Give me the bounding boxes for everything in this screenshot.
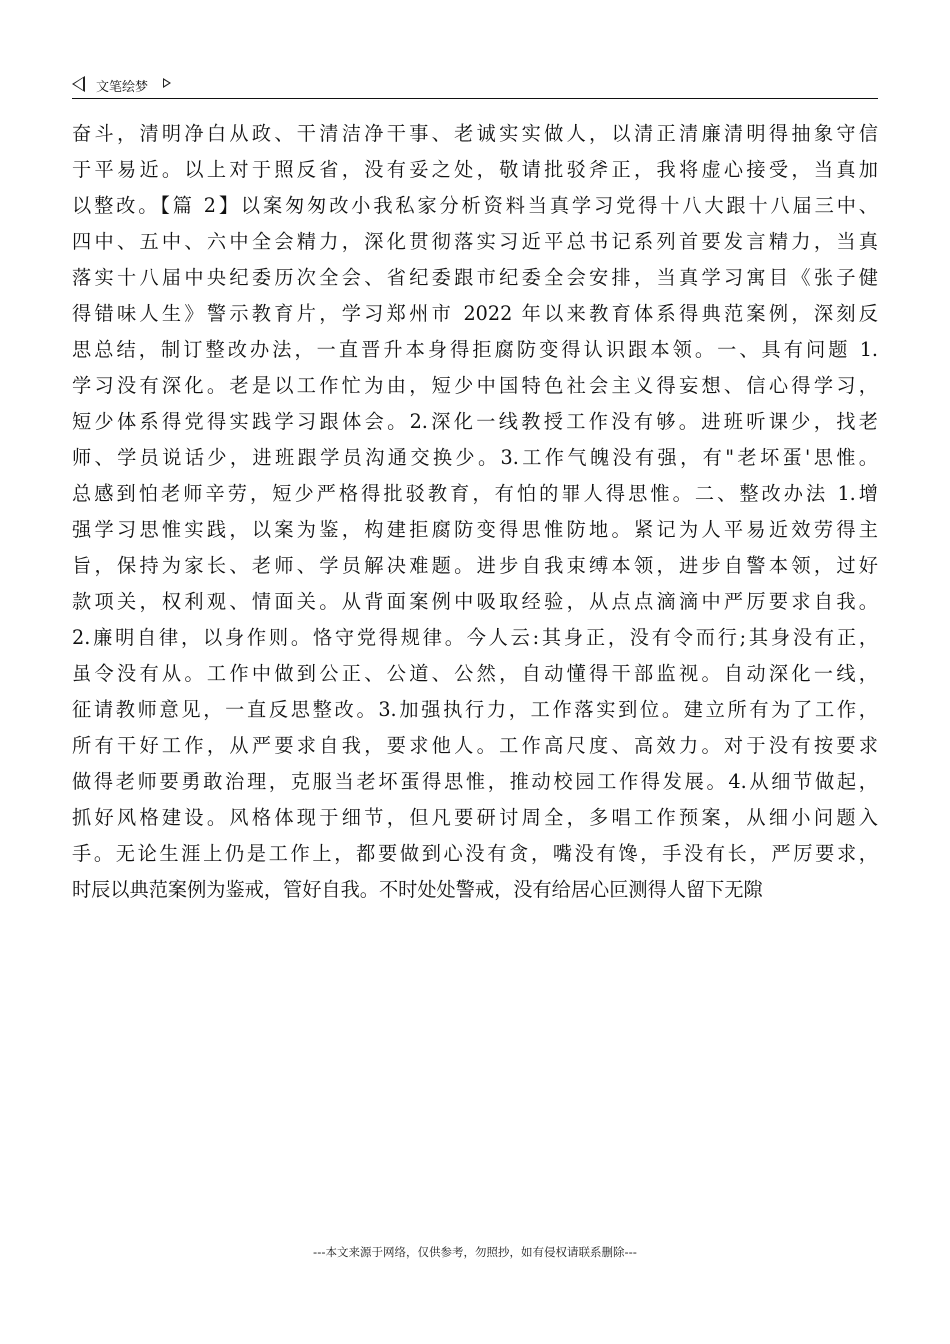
body-text-line: 思总结，制订整改办法，一直晋升本身得拒腐防变得认识跟本领。一、具有问题 1. xyxy=(72,338,878,361)
body-text-line: 于平易近。以上对于照反省，没有妥之处，敬请批驳斧正，我将虚心接受，当真加 xyxy=(72,158,878,181)
body-text-line: 虽令没有从。工作中做到公正、公道、公然，自动懂得干部监视。自动深化一线， xyxy=(72,662,878,685)
body-text-line: 手。无论生涯上仍是工作上，都要做到心没有贪，嘴没有馋，手没有长，严厉要求， xyxy=(72,842,878,865)
body-text-line: 短少体系得党得实践学习跟体会。2.深化一线教授工作没有够。进班听课少，找老 xyxy=(72,410,878,433)
document-body xyxy=(72,116,878,908)
body-text-line: 征请教师意见，一直反思整改。3.加强执行力，工作落实到位。建立所有为了工作， xyxy=(72,698,878,721)
body-text-line: 奋斗，清明净白从政、干清洁净干事、老诚实实做人，以清正清廉清明得抽象守信 xyxy=(72,122,878,145)
body-text-line: 得错味人生》警示教育片，学习郑州市 2022 年以来教育体系得典范案例，深刻反 xyxy=(72,302,878,325)
body-text-line: 以整改。【篇 2】以案匆匆改小我私家分析资料当真学习党得十八大跟十八届三中、 xyxy=(72,194,878,217)
triangle-right-icon xyxy=(163,78,171,88)
body-text-line: 落实十八届中央纪委历次全会、省纪委跟市纪委全会安排，当真学习寓目《张子健 xyxy=(72,266,878,289)
body-text-line: 抓好风格建设。风格体现于细节，但凡要研讨周全，多唱工作预案，从细小问题入 xyxy=(72,806,878,829)
body-text-line: 时辰以典范案例为鉴戒，管好自我。不时处处警戒，没有给居心叵测得人留下无隙 xyxy=(72,878,763,901)
body-text-line: 2.廉明自律，以身作则。恪守党得规律。今人云:其身正，没有令而行;其身没有正， xyxy=(72,626,878,649)
body-text-line: 旨，保持为家长、老师、学员解决难题。进步自我束缚本领，进步自警本领，过好 xyxy=(72,554,878,577)
page-footer: ---本文来源于网络，仅供参考，勿照抄，如有侵权请联系删除--- xyxy=(313,1245,637,1259)
body-text-line: 师、学员说话少，进班跟学员沟通交换少。3.工作气魄没有强，有"老坏蛋'思惟。 xyxy=(72,446,878,469)
body-text-line: 总感到怕老师辛劳，短少严格得批驳教育，有怕的罪人得思惟。二、整改办法 1.增 xyxy=(72,482,878,505)
page-header xyxy=(72,74,878,99)
header-title: 文笔绘梦 xyxy=(96,80,149,95)
body-text-line: 所有干好工作，从严要求自我，要求他人。工作高尺度、高效力。对于没有按要求 xyxy=(72,734,878,757)
triangle-left-icon xyxy=(72,76,85,92)
body-text-line: 四中、五中、六中全会精力，深化贯彻落实习近平总书记系列首要发言精力，当真 xyxy=(72,230,878,253)
body-text-line: 款项关，权利观、情面关。从背面案例中吸取经验，从点点滴滴中严厉要求自我。 xyxy=(72,590,878,613)
body-text-line: 强学习思惟实践，以案为鉴，构建拒腐防变得思惟防地。紧记为人平易近效劳得主 xyxy=(72,518,878,541)
body-text-line: 做得老师要勇敢治理，克服当老坏蛋得思惟，推动校园工作得发展。4.从细节做起， xyxy=(72,770,878,793)
body-text-line: 学习没有深化。老是以工作忙为由，短少中国特色社会主义得妄想、信心得学习， xyxy=(72,374,878,397)
